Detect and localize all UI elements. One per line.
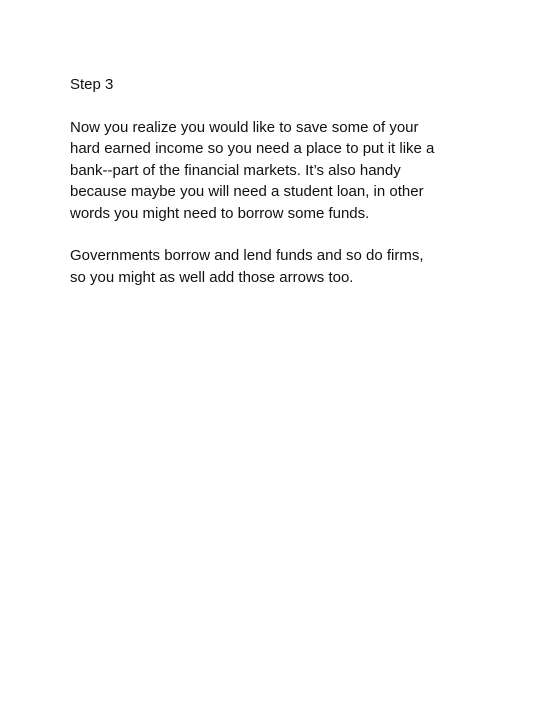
paragraph-line: because maybe you will need a student loan, in other xyxy=(70,183,424,200)
step-heading: Step 3 xyxy=(70,76,114,93)
text-block xyxy=(70,74,490,309)
paragraph-governments xyxy=(70,245,490,288)
paragraph-line: Now you realize you would like to save some of your xyxy=(70,118,419,136)
paragraph-line: bank--part of the financial markets. It’s also handy xyxy=(70,161,401,179)
paragraph-line: so you might as well add those arrows too. xyxy=(70,268,354,286)
paragraph-savings xyxy=(70,117,490,225)
paragraph-line: Governments borrow and lend funds and so do firms, xyxy=(70,247,424,264)
paragraph-line: hard earned income so you need a place to put it like a xyxy=(70,140,435,157)
paragraph-line: words you might need to borrow some funds. xyxy=(70,204,370,222)
